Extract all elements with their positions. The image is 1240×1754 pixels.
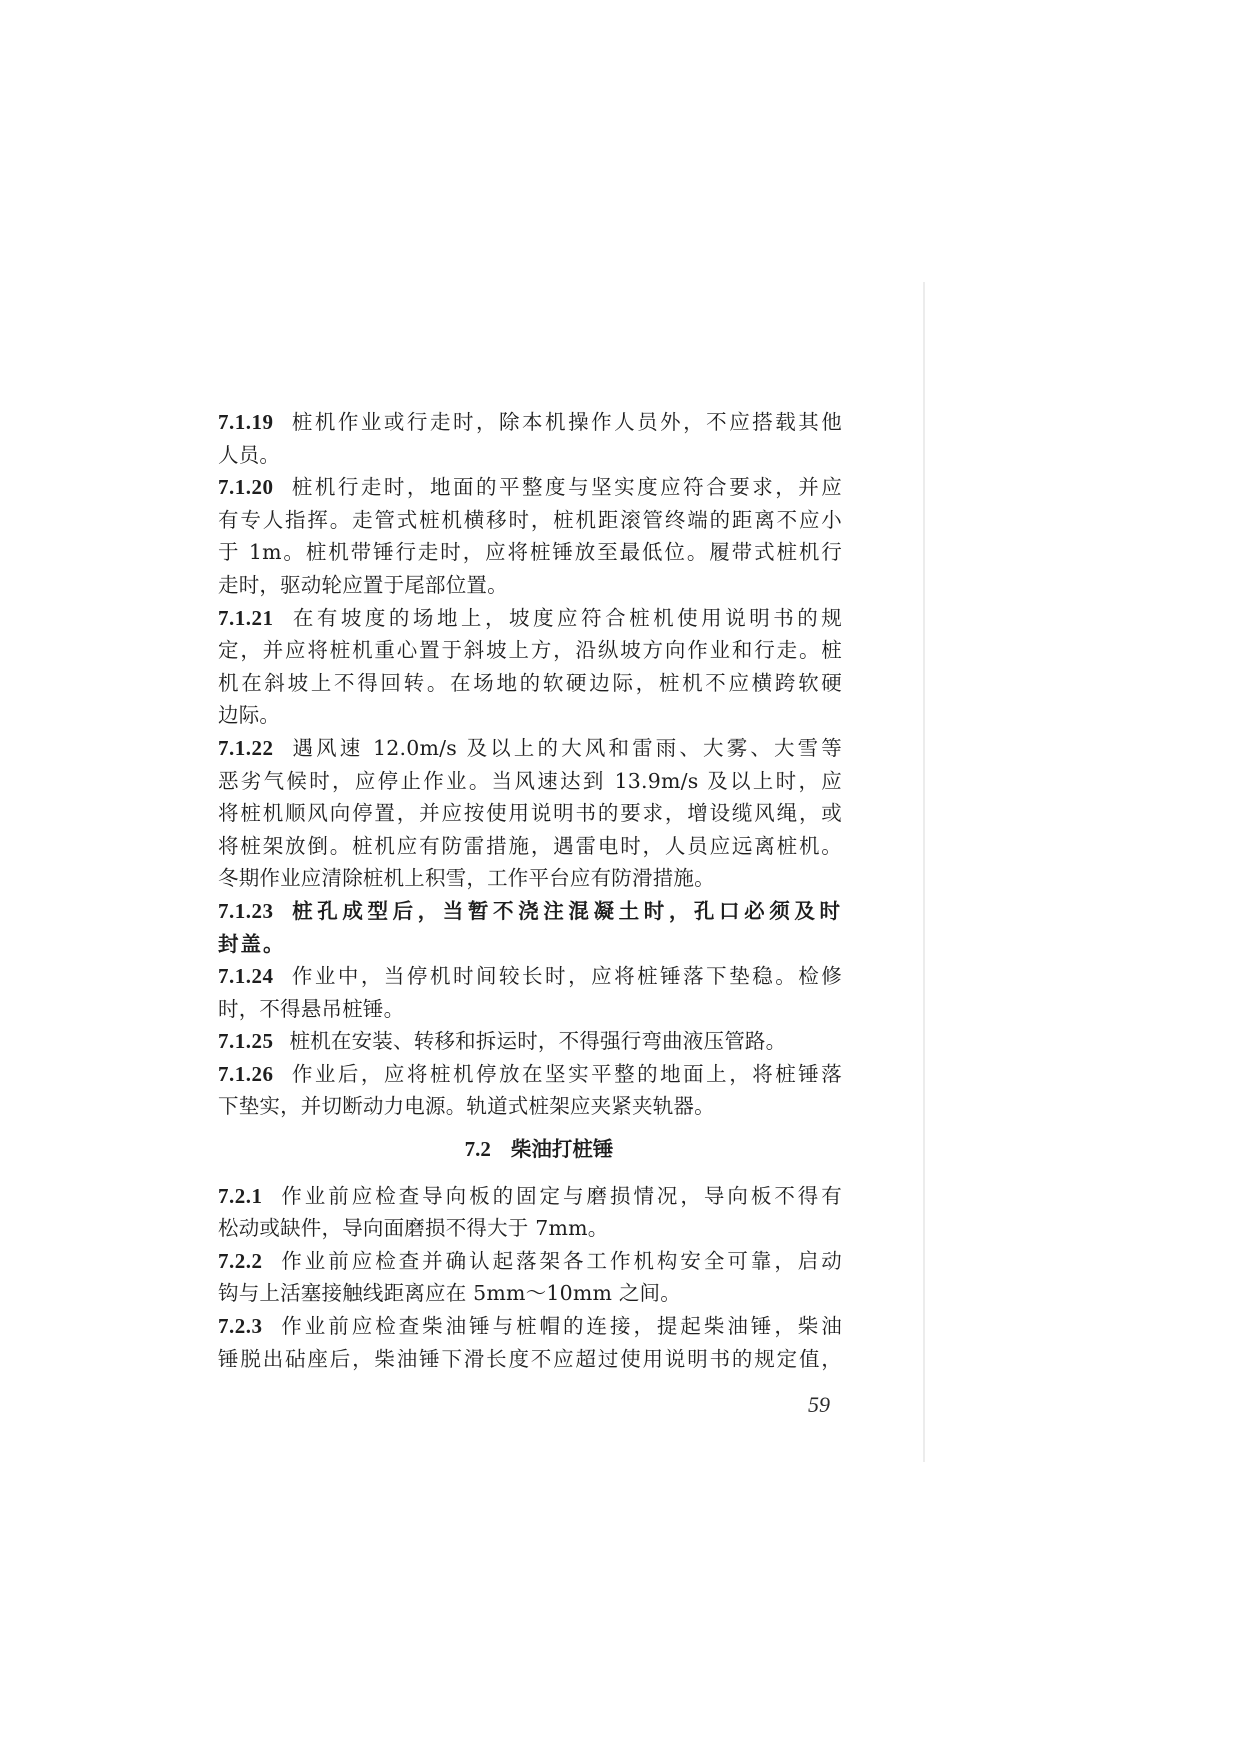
page-edge-line xyxy=(923,282,925,1462)
section-title: 柴油打桩锤 xyxy=(510,1137,614,1162)
clause-text: 边际。 xyxy=(218,703,281,728)
clause-number: 7.1.24 xyxy=(218,964,274,989)
clause-text: 走时，驱动轮应置于尾部位置。 xyxy=(218,572,508,597)
clause-text: 遇风速 12.0m/s 及以上的大风和雷雨、大雾、大雪等 xyxy=(289,735,842,760)
clause-text-bold: 桩孔成型后，当暂不浇注混凝土时，孔口必须及时 xyxy=(289,898,842,923)
clause-text: 作业前应检查柴油锤与桩帽的连接，提起柴油锤，柴油 xyxy=(278,1314,842,1339)
clause-text: 于 1m。桩机带锤行走时，应将桩锤放至最低位。履带式桩机行 xyxy=(218,540,842,565)
clause-7-1-26 xyxy=(218,1058,842,1123)
section-number: 7.2 xyxy=(464,1137,491,1162)
document-body xyxy=(218,406,842,1375)
page-number: 59 xyxy=(808,1392,830,1417)
clause-text: 恶劣气候时，应停止作业。当风速达到 13.9m/s 及以上时，应 xyxy=(218,768,842,793)
clause-text: 人员。 xyxy=(218,442,281,467)
clause-text: 将桩架放倒。桩机应有防雷措施，遇雷电时，人员应远离桩机。 xyxy=(218,833,842,858)
clause-7-2-1 xyxy=(218,1180,842,1245)
clause-text: 锤脱出砧座后，柴油锤下滑长度不应超过使用说明书的规定值， xyxy=(218,1346,842,1371)
clause-number: 7.2.3 xyxy=(218,1314,263,1339)
clause-text: 机在斜坡上不得回转。在场地的软硬边际，桩机不应横跨软硬 xyxy=(218,670,842,695)
clause-number: 7.2.2 xyxy=(218,1248,263,1273)
clause-7-2-2 xyxy=(218,1245,842,1310)
clause-text-bold: 封盖。 xyxy=(218,931,286,956)
clause-text: 钩与上活塞接触线距离应在 5mm～10mm 之间。 xyxy=(218,1281,681,1306)
clause-text: 将桩机顺风向停置，并应按使用说明书的要求，增设缆风绳，或 xyxy=(218,801,842,826)
clause-7-1-25 xyxy=(218,1025,842,1058)
clause-7-1-19 xyxy=(218,406,842,471)
clause-text: 作业中，当停机时间较长时，应将桩锤落下垫稳。检修 xyxy=(289,964,842,989)
clause-7-2-3 xyxy=(218,1310,842,1375)
clause-number: 7.2.1 xyxy=(218,1183,263,1208)
clause-text: 作业前应检查导向板的固定与磨损情况，导向板不得有 xyxy=(278,1183,842,1208)
clause-number: 7.1.19 xyxy=(218,410,274,434)
clause-number: 7.1.20 xyxy=(218,475,274,500)
section-heading xyxy=(218,1133,842,1166)
clause-7-1-21 xyxy=(218,602,842,732)
clause-text: 桩机在安装、转移和拆运时，不得强行弯曲液压管路。 xyxy=(289,1029,787,1054)
clause-text: 在有坡度的场地上，坡度应符合桩机使用说明书的规 xyxy=(289,605,842,630)
clause-number: 7.1.21 xyxy=(218,605,274,630)
clause-number: 7.1.26 xyxy=(218,1061,274,1086)
clause-7-1-22 xyxy=(218,732,842,895)
clause-number: 7.1.23 xyxy=(218,898,274,923)
clause-text: 定，并应将桩机重心置于斜坡上方，沿纵坡方向作业和行走。桩 xyxy=(218,638,842,663)
clause-7-1-24 xyxy=(218,960,842,1025)
clause-text: 松动或缺件，导向面磨损不得大于 7mm。 xyxy=(218,1216,609,1241)
clause-text: 时，不得悬吊桩锤。 xyxy=(218,996,405,1021)
clause-text: 冬期作业应清除桩机上积雪，工作平台应有防滑措施。 xyxy=(218,866,715,891)
clause-text: 桩机行走时，地面的平整度与坚实度应符合要求，并应 xyxy=(289,475,842,500)
clause-number: 7.1.25 xyxy=(218,1029,274,1054)
clause-text: 桩机作业或行走时，除本机操作人员外，不应搭载其他 xyxy=(289,410,842,434)
clause-text: 有专人指挥。走管式桩机横移时，桩机距滚管终端的距离不应小 xyxy=(218,507,842,532)
clause-7-1-23 xyxy=(218,895,842,960)
clause-text: 下垫实，并切断动力电源。轨道式桩架应夹紧夹轨器。 xyxy=(218,1094,715,1119)
clause-number: 7.1.22 xyxy=(218,735,274,760)
clause-7-1-20 xyxy=(218,471,842,601)
clause-text: 作业前应检查并确认起落架各工作机构安全可靠，启动 xyxy=(278,1248,842,1273)
clause-text: 作业后，应将桩机停放在坚实平整的地面上，将桩锤落 xyxy=(289,1061,842,1086)
